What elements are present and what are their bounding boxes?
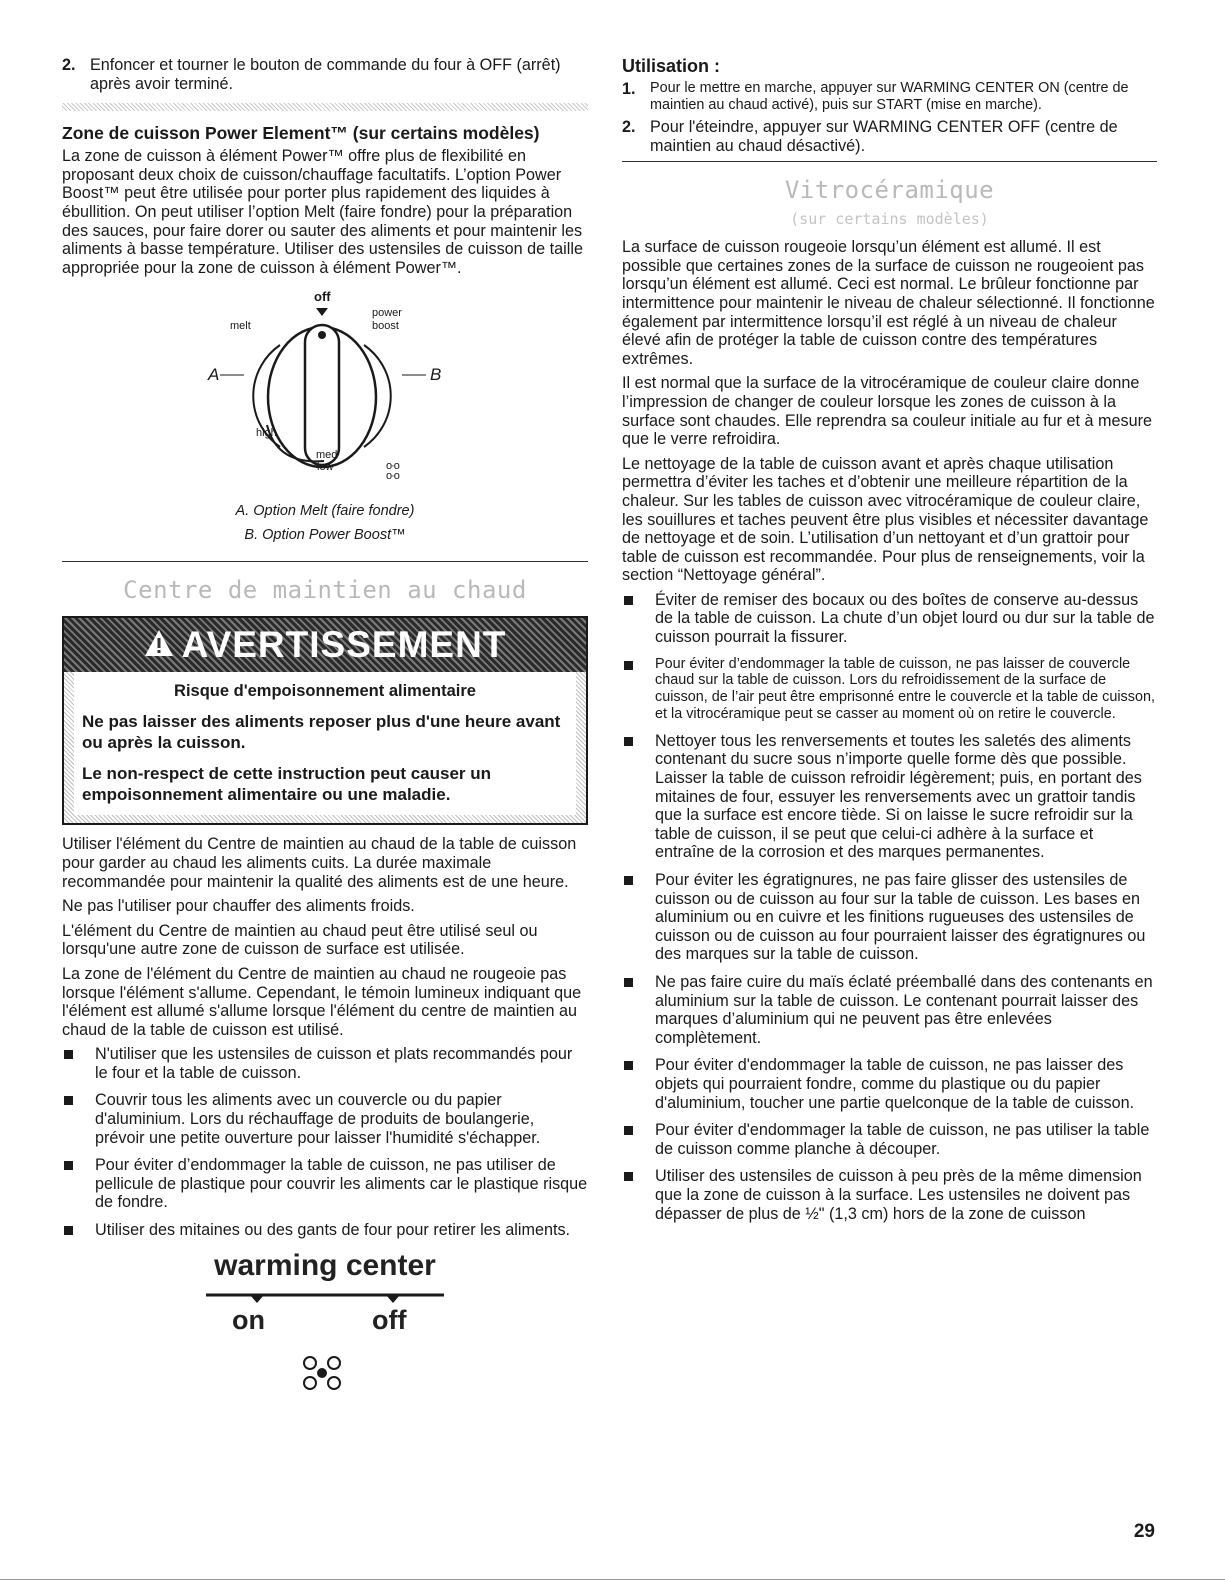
paragraph: Utiliser l'élément du Centre de maintien au chaud de la table de cuisson pour garder au chaud les aliments cuits. La durée maximale recommandée pour maintenir la qualité des aliments est de une heure. [62, 835, 577, 891]
list-item [62, 1045, 588, 1082]
caption-b: B. Option Power Boost™ [244, 527, 406, 544]
bullet-icon [624, 1061, 633, 1070]
list-item [622, 973, 1157, 1047]
bullet-text: Utiliser des mitaines ou des gants de four pour retirer les aliments. [95, 1221, 571, 1240]
bullet-text: Pour éviter d’endommager la table de cuisson, ne pas utiliser de pellicule de plastique pour couvrir les aliments car le plastique risque de fondre. [95, 1156, 588, 1212]
caption-a: A. Option Melt (faire fondre) [235, 503, 415, 520]
item-text: Enfoncer et tourner le bouton de commande du four à OFF (arrêt) après avoir terminé. [90, 56, 561, 93]
knob-low-label: low [317, 461, 334, 474]
list-item [622, 118, 1157, 155]
bullet-text: Ne pas faire cuire du maïs éclaté préemballé dans des contenants en aluminium sur la table de cuisson. Le contenant pourrait laisser des marques d’aluminium qui ne peuvent pas être enlevées complètement. [655, 972, 1153, 1047]
power-element-heading: Zone de cuisson Power Element™ (sur certains modèles) [62, 123, 540, 144]
item-text: Pour l'éteindre, appuyer sur WARMING CENTER OFF (centre de maintien au chaud désactivé). [650, 118, 1118, 155]
item-text: Pour le mettre en marche, appuyer sur WARMING CENTER ON (centre de maintien au chaud activé), puis sur START (mise en marche). [650, 80, 1129, 113]
bullet-icon [624, 596, 633, 605]
list-item [622, 1121, 1157, 1158]
paragraph: Le nettoyage de la table de cuisson avant et après chaque utilisation permettra d’éviter les taches et d’obtenir une meilleure répartition de la chaleur. Sur les tables de cuisson avec vitrocéramique de couleur claire, les souillures et taches peuvent être plus visibles et nécessiter davantage de nettoyage et de soin. L’utilisation d’un nettoyant et d’un grattoir pour table de cuisson est recommandée. Pour plus de renseignements, voir la section “Nettoyage général”. [622, 454, 1149, 585]
bullet-icon [624, 1172, 633, 1181]
bullet-text: Nettoyer tous les renversements et toutes les saletés des aliments contenant du sucre sous n’importe quelle forme dès que possible. Laisser la table de cuisson refroidir légèrement; puis, en portant des mitaines de four, essuyer les renversements avec un grattoir tandis que la surface est encore tiède. Si on laisse le sucre refroidir sur la table de cuisson, il se peut que celui-ci adhère à la surface et entraîne de la corrosion et des marques permanentes. [655, 731, 1142, 862]
vitroceramique-title: Vitrocéramique [784, 176, 995, 205]
section-rule [622, 161, 1157, 162]
vitroceramique-subtitle: (sur certains modèles) [790, 210, 989, 229]
knob-boost-label: boost [372, 320, 399, 333]
paragraph: L'élément du Centre de maintien au chaud peut être utilisé seul ou lorsqu'une autre zone de cuisson de surface est utilisée. [62, 921, 538, 959]
callout-a: A [208, 365, 220, 385]
warming-bullet-list [62, 1045, 588, 1239]
list-item [622, 591, 1157, 647]
section-rule [62, 561, 588, 562]
item-number: 2. [622, 118, 636, 136]
bullet-text: Pour éviter d'endommager la table de cuisson, ne pas utiliser la table de cuisson comme planche à découper. [655, 1121, 1150, 1158]
bullet-icon [624, 737, 633, 746]
warning-line-2: Le non-respect de cette instruction peut causer un empoisonnement alimentaire ou une maladie. [82, 764, 492, 805]
list-item [62, 1091, 588, 1147]
list-item [622, 80, 1157, 114]
warming-center-burner-icon [300, 1353, 344, 1398]
bullet-icon [624, 1126, 633, 1135]
vitro-bullet-list [622, 591, 1157, 1223]
bullet-icon [64, 1226, 73, 1235]
usage-list [622, 80, 1157, 155]
warming-center-label: warming center [214, 1248, 436, 1282]
warming-center-arrows [62, 1287, 588, 1347]
knob-med-label: med [316, 449, 338, 462]
list-item [622, 1167, 1157, 1223]
bullet-icon [64, 1050, 73, 1059]
warming-center-control-diagram [62, 1249, 588, 1419]
item-number: 2. [62, 56, 76, 74]
paragraph: La surface de cuisson rougeoie lorsqu’un élément est allumé. Il est possible que certaines zones de la surface de cuisson ne rougeoient pas lorsqu’un élément est allumé. Ceci est normal. Le brûleur fonctionne par intermittence pour maintenir le niveau de chaleur sélectionné. Il fonctionne également par intermittence lorsqu’il est réglé à un niveau de chaleur élevé afin de protéger la table de cuisson contre des températures extrêmes. [622, 238, 1155, 368]
paragraph: Ne pas l'utiliser pour chauffer des aliments froids. [62, 897, 415, 916]
bullet-icon [624, 978, 633, 987]
list-item [622, 1056, 1157, 1112]
list-item [62, 1221, 588, 1240]
warning-box [62, 616, 588, 825]
warming-center-title: Centre de maintien au chaud [123, 576, 527, 605]
power-element-text: La zone de cuisson à élément Power™ offre plus de flexibilité en proposant deux choix de cuisson/chauffage facultatifs. L’option Power Boost™ peut être utilisée pour porter plus rapidement des liquides à ébullition. On peut utiliser l’option Melt (faire fondre) pour la préparation des sauces, pour faire dorer ou sauter des aliments et pour maintenir les aliments à basse température. Utiliser des ustensiles de cuisson de taille appropriée pour la zone de cuisson à élément Power™. [62, 147, 583, 277]
bullet-icon [64, 1096, 73, 1105]
bullet-icon [64, 1161, 73, 1170]
left-column [62, 56, 588, 1419]
knob-high-label: high [256, 427, 277, 440]
list-item [62, 1156, 588, 1212]
bullet-icon [624, 661, 633, 670]
warning-triangle-icon [144, 624, 174, 666]
figure-captions [62, 501, 588, 545]
warning-header [64, 618, 586, 672]
knob-off-label: off [314, 289, 331, 305]
bullet-text: N'utiliser que les ustensiles de cuisson et plats recommandés pour le four et la table de cuisson. [95, 1045, 573, 1082]
warming-center-on: on [232, 1304, 265, 1335]
burner-dots-icon: o·o o·o [386, 460, 399, 483]
list-item [622, 871, 1157, 964]
knob-power-label: power [372, 307, 402, 320]
bullet-icon [624, 876, 633, 885]
right-column [622, 56, 1157, 1232]
page-bottom-rule [0, 1579, 1225, 1580]
bullet-text: Pour éviter d'endommager la table de cuisson, ne pas laisser des objets qui pourraient fondre, comme du plastique ou du papier d'aluminium, toucher une partie quelconque de la table de cuisson. [655, 1056, 1135, 1112]
bullet-text: Pour éviter d’endommager la table de cuisson, ne pas laisser de couvercle chaud sur la table de cuisson. Lors du refroidissement de la surface de cuisson, de l’air peut être emprisonné entre le couvercle et la table de cuisson, et la vitrocéramique peut se casser au moment où on retire le couvercle. [655, 655, 1155, 723]
warning-content [74, 672, 576, 815]
bullet-text: Pour éviter les égratignures, ne pas faire glisser des ustensiles de cuisson ou de cuisson au four sur la table de cuisson. Les bases en aluminium ou en cuivre et les finitions rugueuses des ustensiles de cuisson ou de cuisson au four pourraient laisser des égratignures ou des marques sur la table de cuisson. [655, 871, 1146, 964]
intro-list [62, 56, 588, 93]
bullet-text: Utiliser des ustensiles de cuisson à peu près de la même dimension que la zone de cuisson à la surface. Les ustensiles ne doivent pas dépasser de plus de ½" (1,3 cm) hors de la zone de cuisson [655, 1167, 1142, 1223]
paragraph: Il est normal que la surface de la vitrocéramique de couleur claire donne l’impression de changer de couleur lorsque les zones de cuisson à la surface sont chaudes. Elle reprendra sa couleur initiale au fur et à mesure que le verre refroidira. [622, 374, 1152, 449]
bullet-text: Couvrir tous les aliments avec un couvercle ou du papier d'aluminium. Lors du réchauffage de produits de boulangerie, prévoir une petite ouverture pour laisser l'humidité s'échapper. [95, 1091, 541, 1147]
power-knob-diagram [62, 287, 588, 497]
warning-frame [64, 672, 586, 823]
list-item [622, 732, 1157, 862]
warming-center-off: off [372, 1304, 407, 1335]
warning-title: Risque d'empoisonnement alimentaire [174, 682, 476, 701]
knob-melt-label: melt [230, 320, 251, 333]
callout-b: B [430, 365, 442, 385]
list-item [62, 56, 588, 93]
page-number: 29 [1133, 1521, 1155, 1542]
paragraph: La zone de l'élément du Centre de maintien au chaud ne rougeoie pas lorsque l'élément s'allume. Cependant, le témoin lumineux indiquant que l'élément est allumé s'allume lorsque l'élément du centre de maintien au chaud de la table de cuisson est utilisé. [62, 964, 582, 1039]
section-divider [62, 103, 588, 111]
item-number: 1. [622, 80, 636, 98]
bullet-text: Éviter de remiser des bocaux ou des boîtes de conserve au-dessus de la table de cuisson. La chute d’un objet lourd ou dur sur la table de cuisson pourrait la fissurer. [655, 590, 1155, 647]
warning-line-1: Ne pas laisser des aliments reposer plus d'une heure avant ou après la cuisson. [82, 712, 561, 753]
warning-header-text: AVERTISSEMENT [181, 624, 507, 666]
list-item [622, 656, 1157, 723]
usage-heading: Utilisation : [622, 56, 720, 76]
